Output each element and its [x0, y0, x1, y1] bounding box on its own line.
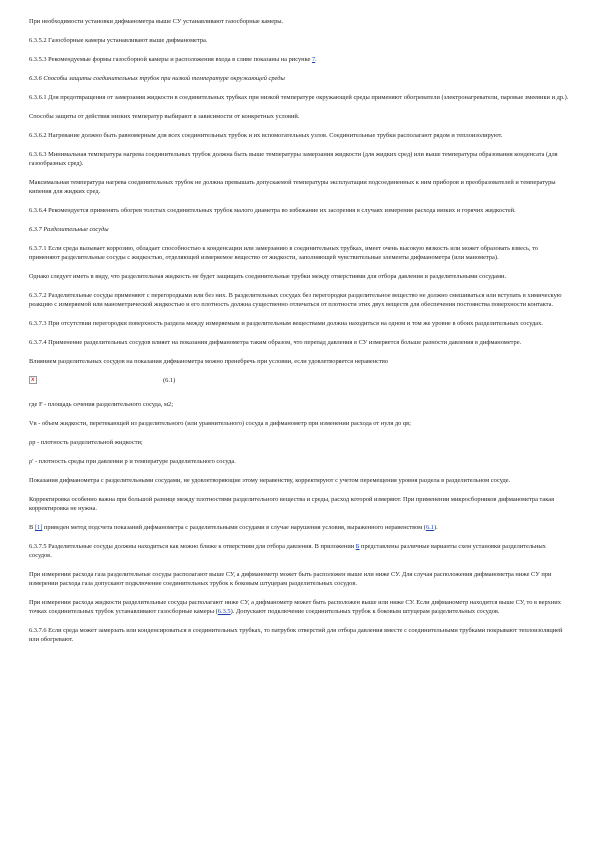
variable-definition: Vв - объем жидкости, перетекающей из разделительного (или уравнительного) сосуда в дифманометр при изменении расхода от нуля до qв; [29, 420, 411, 427]
figure-7-link[interactable]: 7 [311, 56, 316, 63]
broken-image-icon [29, 376, 37, 384]
appendix-b-link[interactable]: Б [355, 543, 360, 550]
clause-6-3-7-4: 6.3.7.4 Применение разделительных сосудов влияет на показания дифманометра таким образом, что перепад давления в СУ измеряется больше разности давления в дифманометре. [29, 339, 522, 346]
clause-6-3-7-5 [29, 542, 569, 560]
section-heading-6-3-7: 6.3.7 Разделительные сосуды [29, 226, 109, 233]
paragraph [29, 598, 569, 616]
section-heading-6-3-6: 6.3.6 Способы защиты соединительных трубок при низкой температуре окружающей среды [29, 75, 285, 82]
paragraph: Максимальная температура нагрева соединительных трубок не должна превышать допускаемой температуры эксплуатации подсоединенных к ним приборов и преобразователей и температуры кипения для жидких сред. [29, 179, 556, 195]
clause-6-3-5-3 [29, 55, 569, 64]
paragraph: Однако следует иметь в виду, что разделительная жидкость не будет защищать соединительные трубки между отверстиями для отбора давления и разделительными сосудами. [29, 273, 507, 280]
paragraph-text: В [29, 524, 35, 531]
variable-definition: ρр - плотность разделительной жидкости; [29, 439, 143, 446]
formula-number: (6.1) [163, 377, 176, 384]
paragraph: Показания дифманометра с разделительными сосудами, не удовлетворяющие этому неравенству, корректируют с учетом перемещения уровня раздела в разделительном сосуде. [29, 477, 511, 484]
clause-6-3-6-3: 6.3.6.3 Минимальная температура нагрева соединительных трубок должна быть выше температуры замерзания жидкости (для жидких сред) или выше температуры образования конденсата (для газообразных сред). [29, 151, 558, 167]
paragraph-text: ). Допускают подключение соединительных трубок к боковым штуцерам разделительных сосудов. [230, 608, 500, 615]
clause-6-3-6-2: 6.3.6.2 Нагревание должно быть равномерным для всех соединительных трубок и их вспомогательных узлов. Соединительные трубки располагают рядом и теплоизолируют. [29, 132, 503, 139]
reference-1-link[interactable]: [1] [34, 524, 43, 531]
clause-text: представлены различные варианты схем установки разделительных сосудов. [29, 543, 546, 559]
clause-6-3-7-6: 6.3.7.6 Если среда может замерзать или конденсироваться в соединительных трубках, то патрубок отверстий для отбора давления вместе с соединительными трубками покрывают теплоизоляцией или обогревают. [29, 627, 563, 643]
paragraph-text: приведен метод подсчета показаний дифманометра с разделительными сосудами в случае нарушения условия, выраженного неравенством ( [42, 524, 426, 531]
variable-definition: где F - площадь сечения разделительного сосуда, м2; [29, 401, 173, 408]
paragraph: При необходимости установки дифманометра выше СУ устанавливают газосборные камеры. [29, 18, 284, 25]
paragraph [29, 523, 569, 532]
clause-6-3-5-link[interactable]: 6.3.5 [217, 608, 231, 615]
clause-6-3-7-1: 6.3.7.1 Если среда вызывает коррозию, обладает способностью к конденсации или замерзанию в соединительных трубках, имеет очень высокую вязкость или может образовать взвесь, то применяют разделительные сосуды с жидкостью, отделяющей измеряемое вещество от жидкости, заполняющей чувствительные элементы дифманометра (или манометра). [29, 245, 538, 261]
clause-6-3-7-2: 6.3.7.2 Разделительные сосуды применяют с перегородками или без них. В разделительных сосудах без перегородки разделительное вещество не должно смешиваться или вступать в химическую реакцию с измеряемой или манометрической жидкостью и его плотность должна существенно отличаться от плотности этих двух веществ для обеспечения постоянства поверхности контакта. [29, 292, 562, 308]
paragraph: Влиянием разделительных сосудов на показания дифманометра можно пренебречь при условии, если удовлетворяется неравенство [29, 358, 388, 365]
clause-text: 6.3.5.3 Рекомендуемые формы газосборной камеры и расположения входа в сливе показаны на рисунке [29, 56, 312, 63]
clause-6-3-6-1: 6.3.6.1 Для предотвращения от замерзания жидкости в соединительных трубках при низкой температуре окружающей среды применяют обогреватели (электронагреватели, паровые змеевики и др.). [29, 94, 569, 101]
paragraph: При измерении расхода газа разделительные сосуды располагают выше СУ, а дифманометр может быть расположен выше или ниже СУ. Для случая расположения дифманометра ниже СУ при измерении расхода газа допускают подключение соединительных трубок к боковым штуцерам разделительных сосудов. [29, 571, 552, 587]
paragraph-text: ). [433, 524, 438, 531]
clause-text: . [315, 56, 317, 63]
clause-text: 6.3.7.5 Разделительные сосуды должны находиться как можно ближе к отверстиям для отбора давления. В приложении [29, 543, 356, 550]
clause-6-3-5-2: 6.3.5.2 Газосборные камеры устанавливают выше дифманометра. [29, 37, 208, 44]
paragraph: Способы защиты от действия низких температур выбирают в зависимости от конкретных условий. [29, 113, 300, 120]
paragraph-text: При измерении расхода жидкости разделительные сосуды располагают ниже СУ, а дифманометр может быть расположен выше или ниже СУ. Если дифманометр находится выше СУ, то в верхних точках соединительных трубок устанавливают газосборные камеры ( [29, 599, 561, 615]
paragraph: Корректировка особенно важна при большой разнице между плотностями разделительного вещества и среды, расход которой измеряют. При применении микросборников дифманометра такая корректировка не нужна. [29, 496, 555, 512]
formula-6-1-link[interactable]: 6.1 [425, 524, 434, 531]
formula-row [29, 376, 569, 390]
clause-6-3-6-4: 6.3.6.4 Рекомендуется применять обогрев толстых соединительных трубок малого диаметра во избежание их засорения в случаях измерения расхода вязких и горячих жидкостей. [29, 207, 516, 214]
clause-6-3-7-3: 6.3.7.3 При отсутствии перегородки поверхность раздела между измеряемым и разделительным веществами должна находиться на одном и том же уровне в обоих разделительных сосудах. [29, 320, 543, 327]
variable-definition: ρ' - плотность среды при давлении р и температуре разделительного сосуда. [29, 458, 236, 465]
